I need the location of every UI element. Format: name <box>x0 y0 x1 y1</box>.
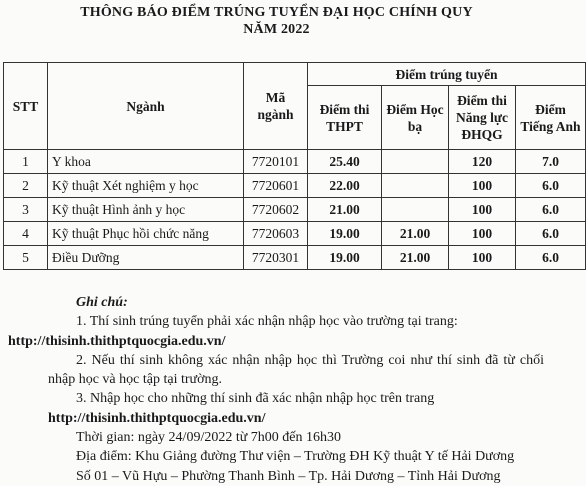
cell-thpt: 25.40 <box>308 150 382 174</box>
cell-ma-nganh: 7720603 <box>244 222 308 246</box>
registration-link-1[interactable]: http://thisinh.thithptquocgia.edu.vn/ <box>8 333 226 349</box>
cell-hoc-ba <box>382 198 449 222</box>
cell-thpt: 19.00 <box>308 246 382 270</box>
admission-score-table <box>3 62 586 270</box>
document-title-year: NĂM 2022 <box>243 22 310 37</box>
table-row <box>4 198 586 222</box>
cell-nganh: Điều Dưỡng <box>48 246 244 270</box>
notes-section <box>8 293 544 486</box>
cell-nganh: Kỹ thuật Hình ảnh y học <box>48 198 244 222</box>
cell-ma-nganh: 7720601 <box>244 174 308 198</box>
cell-hoc-ba <box>382 150 449 174</box>
cell-tieng-anh: 6.0 <box>516 174 586 198</box>
cell-stt: 4 <box>4 222 48 246</box>
table-row <box>4 222 586 246</box>
cell-thpt: 21.00 <box>308 198 382 222</box>
header-diem-thpt: Điểm thi THPT <box>308 86 382 150</box>
table-row <box>4 246 586 270</box>
cell-nganh: Kỹ thuật Xét nghiệm y học <box>48 174 244 198</box>
cell-stt: 1 <box>4 150 48 174</box>
enrollment-address: Số 01 – Vũ Hựu – Phường Thanh Bình – Tp. Hải Dương – Tỉnh Hải Dương <box>76 468 501 484</box>
cell-tieng-anh: 7.0 <box>516 150 586 174</box>
registration-link-2[interactable]: http://thisinh.thithptquocgia.edu.vn/ <box>48 410 266 426</box>
cell-nang-luc: 100 <box>449 174 516 198</box>
cell-tieng-anh: 6.0 <box>516 246 586 270</box>
header-ma-nganh: Mã ngành <box>244 63 308 150</box>
cell-hoc-ba: 21.00 <box>382 246 449 270</box>
note-2: 2. Nếu thí sinh không xác nhận nhập học thì Trường coi như thí sinh đã từ chối nhập học và học tập tại trường. <box>48 352 544 388</box>
cell-thpt: 19.00 <box>308 222 382 246</box>
note-1: 1. Thí sinh trúng tuyển phải xác nhận nhập học vào trường tại trang: <box>76 314 458 330</box>
cell-stt: 5 <box>4 246 48 270</box>
cell-tieng-anh: 6.0 <box>516 198 586 222</box>
enrollment-place: Địa điểm: Khu Giảng đường Thư viện – Trường ĐH Kỹ thuật Y tế Hải Dương <box>76 449 515 465</box>
enrollment-time: Thời gian: ngày 24/09/2022 từ 7h00 đến 16h30 <box>76 430 342 446</box>
cell-thpt: 22.00 <box>308 174 382 198</box>
cell-nang-luc: 120 <box>449 150 516 174</box>
document-title: THÔNG BÁO ĐIỂM TRÚNG TUYỂN ĐẠI HỌC CHÍNH QUY <box>80 5 473 20</box>
cell-nganh: Y khoa <box>48 150 244 174</box>
cell-ma-nganh: 7720602 <box>244 198 308 222</box>
cell-tieng-anh: 6.0 <box>516 222 586 246</box>
cell-ma-nganh: 7720301 <box>244 246 308 270</box>
note-3: 3. Nhập học cho những thí sinh đã xác nhận nhập học trên trang <box>76 391 435 407</box>
header-nganh: Ngành <box>48 63 244 150</box>
cell-ma-nganh: 7720101 <box>244 150 308 174</box>
table-row <box>4 150 586 174</box>
cell-stt: 3 <box>4 198 48 222</box>
cell-hoc-ba <box>382 174 449 198</box>
cell-nang-luc: 100 <box>449 198 516 222</box>
cell-stt: 2 <box>4 174 48 198</box>
cell-nang-luc: 100 <box>449 246 516 270</box>
header-diem-nang-luc: Điểm thi Năng lực ĐHQG <box>449 86 516 150</box>
header-diem-trung-tuyen: Điểm trúng tuyển <box>308 63 586 86</box>
table-row <box>4 174 586 198</box>
cell-nganh: Kỹ thuật Phục hồi chức năng <box>48 222 244 246</box>
header-diem-hoc-ba: Điểm Học bạ <box>382 86 449 150</box>
header-stt: STT <box>4 63 48 150</box>
header-diem-tieng-anh: Điểm Tiếng Anh <box>516 86 586 150</box>
cell-nang-luc: 100 <box>449 222 516 246</box>
notes-heading: Ghi chú: <box>76 295 128 310</box>
cell-hoc-ba: 21.00 <box>382 222 449 246</box>
